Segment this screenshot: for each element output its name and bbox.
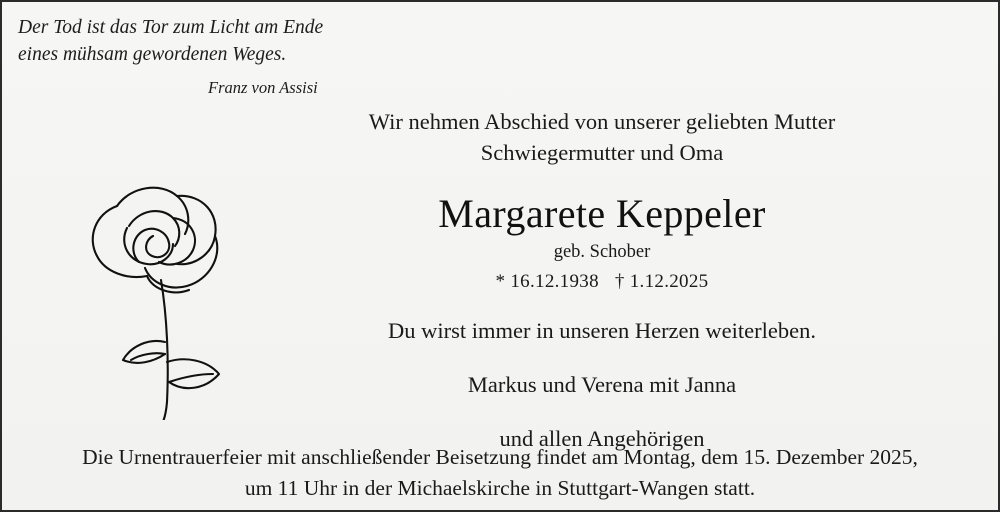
ceremony-line-2: um 11 Uhr in der Michaelskirche in Stuttgart-Wangen statt. <box>244 476 756 500</box>
intro-line-1: Wir nehmen Abschied von unserer geliebten Mutter <box>368 109 836 134</box>
farewell-line-3: und allen Angehörigen <box>499 426 705 451</box>
death-date: † 1.12.2025 <box>614 271 709 292</box>
birth-date: * 16.12.1938 <box>495 271 599 292</box>
farewell-line-2: Markus und Verena mit Janna <box>467 372 737 397</box>
quote-line-1: Der Tod ist das Tor zum Licht am Ende <box>18 17 324 38</box>
quote-line-2: eines mühsam gewordenen Weges. <box>18 44 287 65</box>
ceremony-details <box>2 442 998 504</box>
intro-line-2: Schwiegermutter und Oma <box>480 140 724 165</box>
deceased-dates <box>252 271 952 293</box>
quote-block <box>18 14 448 98</box>
farewell-line-1: Du wirst immer in unseren Herzen weiterleben. <box>388 318 816 343</box>
rose-icon <box>57 110 237 420</box>
ceremony-line-1: Die Urnentrauerfeier mit anschließender Beisetzung findet am Montag, dem 15. Dezember 2025, <box>82 445 918 469</box>
main-text-block <box>252 106 952 455</box>
deceased-name: Margarete Keppeler <box>438 191 766 236</box>
notice-background <box>2 2 998 510</box>
quote-author: Franz von Assisi <box>208 78 318 97</box>
deceased-maiden-name: geb. Schober <box>553 242 651 262</box>
